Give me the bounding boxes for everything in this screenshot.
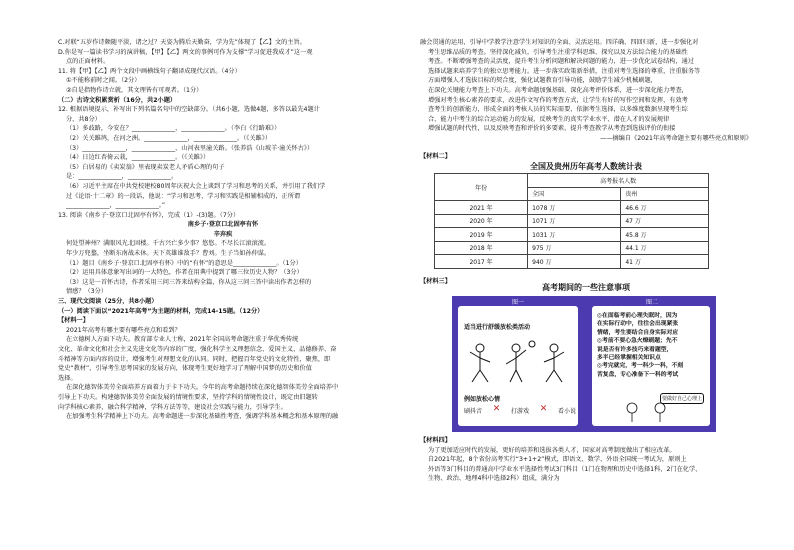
left-text-line: （1）多歧路，今安在？______________，______________。（李白《行路难》） — [66, 125, 281, 133]
left-text-line: （6）习近平主席在中共党校建校80周年庆祝大会上谈到了学习和思考的关系，并引用了我们学 — [66, 182, 326, 190]
right-text-line: 考查。不断增强考查的灵活度，提升考生分析问题和解决问题的能力，进一步优化试卷结构，通过 — [428, 58, 695, 66]
left-text-line: ①不能称前时之闻。（2分） — [66, 77, 141, 85]
right-text-line: 选择试题来培养学生的独立思考能力。进一步落实政策新举措，注重对考生选择的尊重，注重服务等 — [428, 67, 701, 75]
left-text-line: ______________，______________。” — [66, 202, 166, 210]
activity-figures-icon — [458, 336, 578, 396]
left-text-line: 【材料一】 — [58, 317, 89, 325]
left-text-line: 三、现代文阅读（25分，共8小题） — [58, 298, 158, 306]
left-text-line: （2）关关雎鸠，在河之洲。______________，______________。（《关雎》） — [66, 134, 272, 142]
left-text-line: 过《论语·十二章》的一段话，他说：“学习和思考，学习和实践是相辅相成的，正所谓 — [66, 192, 301, 200]
bottom-text-line: 为了更加适应时代的发展，更好的培养和选拔各类人才，国家对高考制度做出了相应改革。 — [428, 446, 676, 454]
right-text-line: 在深化关键能力考查上下功夫。高考命题加强基础、深化高考评价体系，进一步深化能力考查， — [428, 86, 688, 94]
left-text-line: 引导上下功夫。构建德智体美劳全面发展的情境性要求，坚持学科的情境性设计，既定由旧题转 — [58, 393, 318, 401]
left-text-line: D.你是写一篇读书学习的演讲稿，【甲】【乙】两文的事例可作为支撑“学习促进我成才”这一观 — [58, 48, 313, 56]
notice-title: 高考期间的一些注意事项 — [542, 283, 630, 293]
col-national-header: 全国 — [528, 187, 621, 201]
left-column — [58, 38, 388, 422]
tip-line: 苦复盘，专心准备下一科的考试 — [597, 371, 679, 378]
bottom-text-line: 生物、政治、地理4科中选择2科）组成，满分为 — [428, 475, 560, 483]
bottom-text-line: 自2021年起，8个省份高考实行“3+1+2”模式，即语文、数学、外语全国统一考试为，原则上 — [428, 456, 687, 464]
left-text-line: 辛弃疾 — [213, 230, 233, 238]
cell-year: 2018 年 — [435, 241, 528, 255]
exam-stats-table — [434, 173, 709, 269]
left-text-line: （2）运用具体意象写出词的一大特色，作者在用典中提到了哪三位历史人物？（3分） — [66, 269, 303, 277]
figure-2-card — [592, 306, 710, 426]
cell-guizhou: 47 万 — [621, 214, 709, 228]
left-text-line: 点的正面材料。 — [66, 58, 110, 66]
speech-bubble: 要做好自己心理上 — [660, 393, 704, 404]
fig1-sub: 例如放松心情 — [464, 396, 501, 403]
left-text-line: 选择。 — [58, 374, 77, 382]
material-3-label: 【材料三】 — [420, 277, 451, 285]
left-text-line: 何处望神州？满眼风光北固楼。千古兴亡多少事？悠悠。不尽长江滚滚流。 — [66, 240, 271, 248]
material-4-label: 【材料四】 — [420, 437, 451, 444]
cross-icon: ✕ — [539, 404, 548, 414]
figure-2-label: 图二 — [646, 299, 659, 306]
left-text-line: 年少万兜鍪，坐断东南战未休。天下英雄谁敌手？曹刘。生子当如孙仲谋。 — [66, 250, 271, 258]
left-text-line: 11. 将【甲】【乙】两个文段中画横线句子翻译成现代汉语。（4分） — [58, 67, 241, 75]
right-text-line: 合、能力中考生的综合运动能力的发展，反映考生的真实学业水平、潜在人才的发展规律 — [428, 115, 670, 123]
left-text-line: 情感？（3分） — [66, 288, 108, 296]
left-text-line: （3）这是一首怀古诗，作者采用三问三答来结构全篇，你从这三问三答中读出作者怎样的 — [66, 278, 312, 286]
cell-year: 2019 年 — [435, 228, 528, 242]
fig1-title: 适当进行舒缓放松类活动 — [464, 324, 531, 331]
figure-1-label: 图一 — [512, 299, 525, 306]
cell-year: 2021 年 — [435, 201, 528, 215]
tip-line: 多半已经掌握相关知识点 — [597, 355, 661, 362]
left-text-line: 在加强考生科学精神上下功夫。高考命题进一步深化基础性考查，强调学科基本概念和基本原理的融 — [66, 413, 339, 421]
right-text-line: 融会贯通的运用，引导中学教学注意学生对知识的全面、灵活运用。四详确、四回归新，进一步强化对 — [420, 39, 699, 46]
col-group-header: 高考报名人数 — [528, 174, 709, 188]
cell-national: 1078 万 — [528, 201, 621, 215]
fig1-item-1: 刷抖音 — [464, 408, 483, 415]
right-text-line: 方面增强人才选拔目标的契合度，强化试题教育引导功能，鼓励学生减少机械刷题， — [428, 77, 657, 85]
tip-line: ◎考前不要心急火燎刷题；先不 — [597, 338, 678, 345]
left-text-line: 向学科核心素养，融合科学精神，学科方法等等，建设社会实践与能力，引导学生。 — [58, 403, 287, 411]
tip-line: 说是否有许多技巧来看题型， — [597, 346, 673, 353]
table-row — [435, 201, 709, 215]
notice-graphic — [452, 296, 716, 432]
left-text-line: 在立德树人方面下功夫。教育部专业人士称，2021年全国高考命题注重于华优秀传统 — [66, 336, 299, 344]
right-text-line: 增强对考生核心素养的要求，改进作文写作的考查方式，让学生有好的写作空间和发挥，有效考 — [428, 96, 688, 104]
left-text-line: 是：______________，______________。 — [66, 173, 178, 181]
left-text-line: 13. 阅读《南乡子·登京口北固亭有怀》，完成（1）-(3)题。（7分） — [58, 211, 240, 219]
cell-guizhou: 46.6 万 — [621, 201, 709, 215]
fig1-item-2: 打游戏 — [510, 408, 529, 415]
cell-national: 975 万 — [528, 241, 621, 255]
cell-national: 940 万 — [528, 255, 621, 269]
left-text-line: 斗精神等方面内容的设计，增强考生对理想文化的认同。同时，把握百年党史的文化特性，聚焦，即 — [58, 355, 331, 363]
tip-line: 在实际行动中，往往会出现紧张 — [597, 321, 679, 328]
cell-guizhou: 41 万 — [621, 255, 709, 269]
left-text-line: 南乡子·登京口北固亭有怀 — [187, 221, 259, 229]
col-year-header: 年份 — [435, 174, 528, 201]
table-row — [435, 228, 709, 242]
right-text-line: 考生思维品质的考查。坚持深化减负，引导考生注重学科思维、探究以及方法综合能力的基础性 — [428, 48, 688, 56]
left-text-line: （5）白居易的《卖炭翁》里表现卖炭老人矛盾心理的句子 — [66, 163, 225, 171]
cell-guizhou: 44.1 万 — [621, 241, 709, 255]
left-text-line: 文化、革命文化和社会主义先进文化等内容的广度，强化科学主义理想信念、爱国主义、品德修养、奋 — [58, 346, 337, 353]
left-text-line: 2021年高考有哪主要有哪些亮点和看到？ — [66, 326, 181, 334]
people-icon — [620, 400, 680, 424]
left-text-line: 分，共8分） — [66, 115, 101, 123]
left-text-line: （1）题目《南乡子·登京口北固亭有怀》中的“有怀”的意思是______________。（1分） — [66, 259, 302, 267]
left-text-line: 党史“教材”，引导考生思考国家的发展方向，体现考生更好地学习了理解中国梦的历史和价值 — [58, 365, 312, 373]
material-4 — [420, 436, 752, 484]
material-2-label: 【材料二】 — [420, 152, 451, 160]
left-text-line: （二）古诗文积累赏析（16分，共2小题） — [58, 96, 177, 104]
tip-line: ◎考完就完，考一科少一科，不刻 — [597, 363, 684, 370]
bottom-text-line: 外语等3门科目的普通高中学业水平选择性考试3门科目（1门在物理和历史中选择1科，2门在化学、 — [428, 465, 702, 473]
tip-line: ◎在面临考前心理失眠时，因为 — [597, 313, 678, 319]
right-text-line: 查考生的创新能力，形成全面的考核人员的实际需要、依据考生选择，以多维度数据呈现考生综 — [428, 106, 688, 114]
col-guizhou-header: 贵州 — [621, 187, 709, 201]
source-line: ——摘编自《2021年高考命题主要有哪些亮点和原则》 — [600, 134, 752, 142]
left-text-line: （一）阅读下面以“2021年高考”为主题的材料，完成14-15题。（12分） — [58, 307, 264, 315]
right-text-line: 增强试题的时代性，以及反映考查和评价的多要素，提升考查教学从考查到选拔评价的衔接 — [428, 125, 676, 133]
left-text-line: （4）日边红杏倚云栽，______________。（《关雎》） — [66, 154, 210, 162]
left-text-line: （3）______________，______________，山河表里潼关路。（张养浩《山坡羊·潼关怀古》） — [66, 144, 314, 152]
fig1-item-3: 看小说 — [557, 408, 576, 415]
table-row — [435, 255, 709, 269]
cross-icon: ✕ — [492, 404, 501, 414]
left-text-line: ②自是指物作诗立就，其文理皆有可观者。（1分） — [66, 86, 203, 94]
table-row — [435, 214, 709, 228]
table-title: 全国及贵州历年高考人数统计表 — [530, 162, 642, 172]
cell-year: 2017 年 — [435, 255, 528, 269]
figure-1-card — [458, 306, 578, 426]
cell-year: 2020 年 — [435, 214, 528, 228]
table-row — [435, 241, 709, 255]
right-column — [420, 38, 752, 294]
cell-national: 1031 万 — [528, 228, 621, 242]
left-text-line: 在深化德智体美劳全面培养方面着力于卡下功夫。今年的高考命题持续在深化德智体美劳全面培养中 — [66, 384, 339, 392]
tip-line: 情绪，考生要结合自身实际对应 — [597, 329, 679, 336]
left-text-line: 12. 根据语境提示，补写出下列名篇名句中的空缺部分。（共6小题，选做4题，多答以最先4题计 — [58, 106, 320, 114]
cell-national: 1071 万 — [528, 214, 621, 228]
left-text-line: C.对联“五岁作诗颇随平淡，诸之过？天姿为腾后天勤奋，学为先”体现了【乙】文的主旨。 — [58, 39, 306, 46]
cell-guizhou: 45.8 万 — [621, 228, 709, 242]
